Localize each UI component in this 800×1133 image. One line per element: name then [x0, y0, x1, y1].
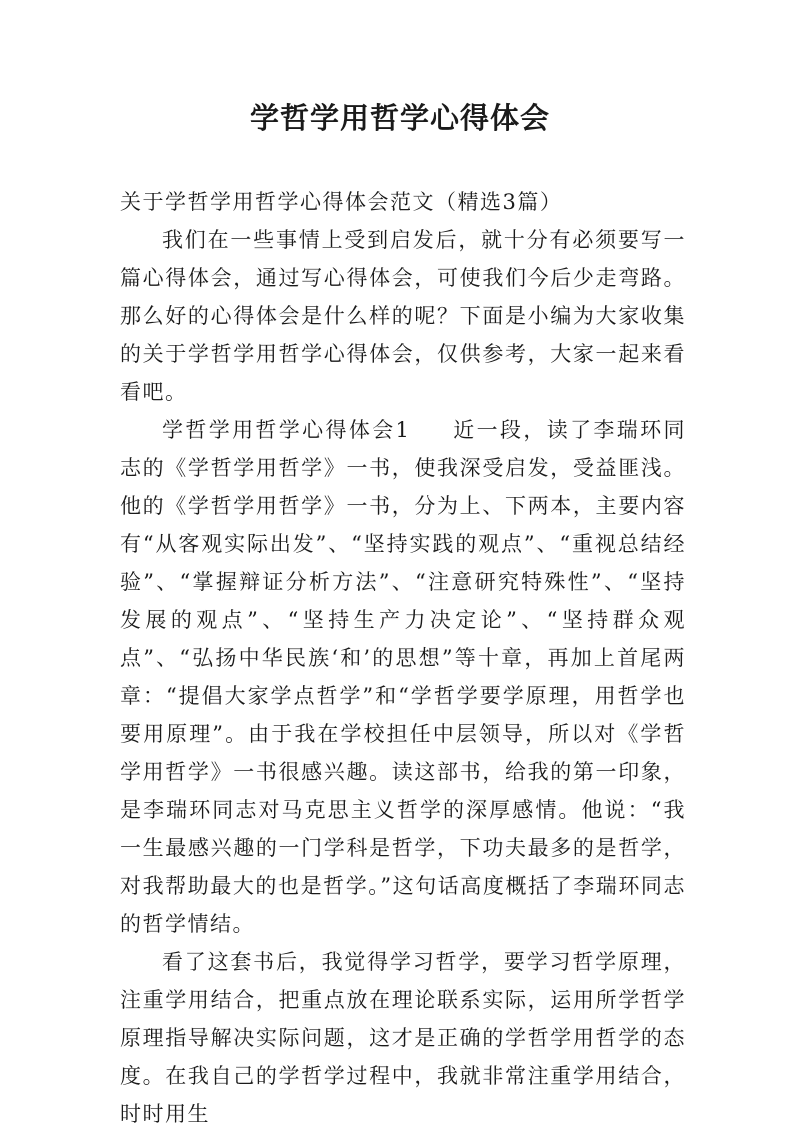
- section-1-paragraph: [120, 411, 686, 943]
- intro-paragraph: 我们在一些事情上受到启发后，就十分有必须要写一篇心得体会，通过写心得体会，可使我们今后少走弯路。那么好的心得体会是什么样的呢？下面是小编为大家收集的关于学哲学用哲学心得体会，仅供参考，大家一起来看看吧。: [120, 228, 686, 404]
- document-title: 学哲学用哲学心得体会: [249, 101, 550, 135]
- document-subtitle: 关于学哲学用哲学心得体会范文（精选3篇）: [120, 190, 563, 214]
- body-paragraph-3: 看了这套书后，我觉得学习哲学，要学习哲学原理，注重学用结合，把重点放在理论联系实际，运用所学哲学原理指导解决实际问题，这才是正确的学哲学用哲学的态度。在我自己的学哲学过程中，我就非常注重学用结合，时时用生: [120, 950, 686, 1126]
- section-heading: 学哲学用哲学心得体会1: [162, 418, 411, 442]
- document-body: [120, 183, 686, 1133]
- section-body: 近一段，读了李瑞环同志的《学哲学用哲学》一书，使我深受启发，受益匪浅。他的《学哲学用哲学》一书，分为上、下两本，主要内容有“从客观实际出发”、“坚持实践的观点”、“重视总结经验”、“掌握辩证分析方法”、“注意研究特殊性”、“坚持发展的观点”、“坚持生产力决定论”、“坚持群众观点”、“弘扬中华民族‘和’的思想”等十章，再加上首尾两章：“提倡大家学点哲学”和“学哲学要学原理，用哲学也要用原理”。由于我在学校担任中层领导，所以对《学哲学用哲学》一书很感兴趣。读这部书，给我的第一印象，是李瑞环同志对马克思主义哲学的深厚感情。他说：“我一生最感兴趣的一门学科是哲学，下功夫最多的是哲学，对我帮助最大的也是哲学。”这句话高度概括了李瑞环同志的哲学情结。: [120, 418, 686, 936]
